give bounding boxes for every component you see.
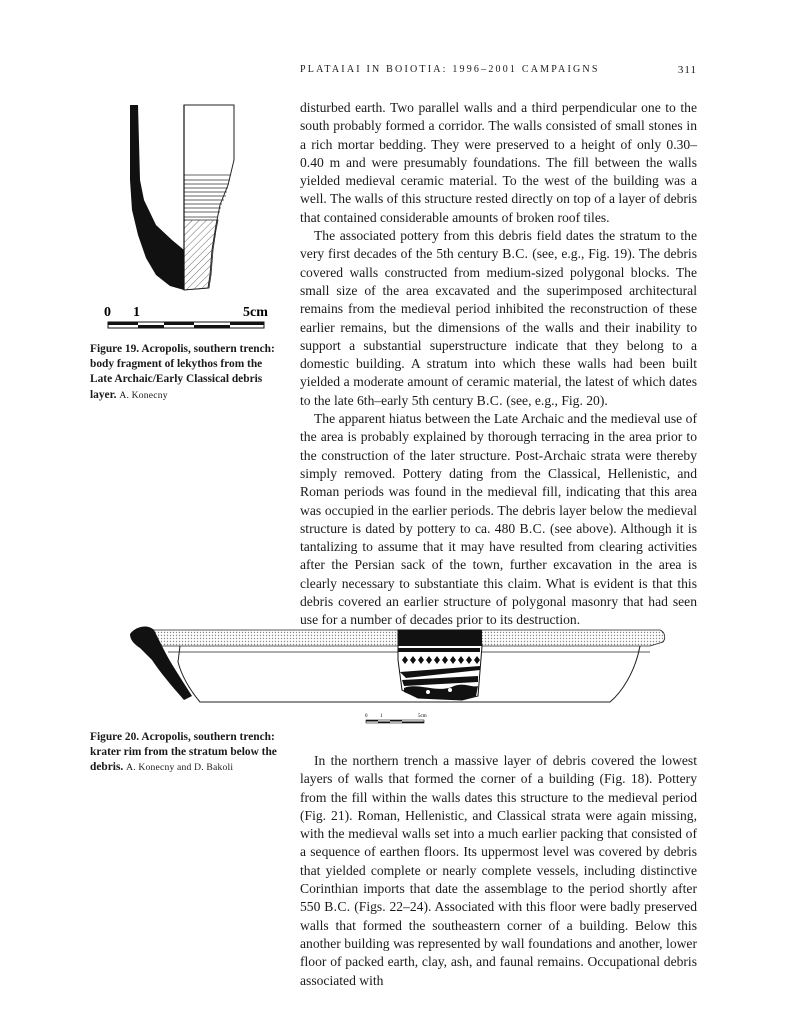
- f20-scale-label-1: 1: [380, 714, 383, 719]
- figure-20-scale-bar: [360, 710, 440, 730]
- f20-scale-label-0: 0: [365, 714, 368, 719]
- paragraph-2: The associated pottery from this debris field dates the stratum to the very first decades of the 5th century B.C. (see, e.g., Fig. 19). The debris covered walls constructed from medium-sized polygonal blocks. The small size of the area excavated and the superimposed architectural remains from the medieval period inhibited the reconstruction of these earlier remains, but the dimensions of the walls and their inability to support a substantial superstructure indicate that they belong to a domestic building. A stratum into which these walls had been built yielded a moderate amount of ceramic material, the latest of which dates to the late 6th–early 5th century B.C. (see, e.g., Fig. 20).: [300, 228, 697, 408]
- scale-label-1: 1: [133, 305, 140, 320]
- scale-label-5cm: 5cm: [243, 305, 268, 320]
- figure-20-caption: [90, 730, 280, 776]
- paragraph-3: The apparent hiatus between the Late Archaic and the medieval use of the area is probably explained by thorough terracing in the area prior to the construction of the later structure. Post-Archaic strata were thereby simply removed. Pottery dating from the Classical, Hellenistic, and Roman periods was found in the medieval fill, indicating that this area was occupied in the earlier periods. The debris layer below the medieval structure is dated by pottery to ca. 480 B.C. (see above). Although it is tantalizing to assume that it may have resulted from clearing activities after the Persian sack of the town, further excavation in the area is clearly necessary to substantiate this claim. What is evident is that this debris covered an earlier structure of polygonal masonry that had seen use for a number of decades prior to its destruction.: [300, 411, 697, 628]
- figure-19-credit: A. Konecny: [119, 389, 168, 401]
- figure-19-caption: [90, 342, 280, 403]
- figure-19-caption-text: Figure 19. Acropolis, southern trench: body fragment of lekythos from the Late Archaic/Early Classical debris layer.: [90, 343, 275, 401]
- lekythos-section: [130, 105, 184, 290]
- running-title: PLATAIAI IN BOIOTIA: 1996–2001 CAMPAIGNS: [300, 64, 600, 75]
- body-text-upper: [300, 99, 697, 630]
- scale-label-0: 0: [104, 305, 111, 320]
- paragraph-1: disturbed earth. Two parallel walls and a third perpendicular one to the south probably formed a corridor. The walls consisted of small stones in a rich mortar bedding. They were preserved to a height of only 0.30–0.40 m and were presumably foundations. The fill between the walls yielded medieval ceramic material. To the west of the building was a well. The walls of this structure rested directly on top of a layer of debris that contained considerable amounts of broken roof tiles.: [300, 100, 697, 225]
- f20-scale-label-5cm: 5cm: [418, 714, 427, 719]
- figure-19-scale-bar: [100, 300, 275, 335]
- figure-20-drawing: [130, 622, 670, 712]
- running-header: [300, 64, 697, 80]
- page-number: 311: [677, 64, 697, 76]
- body-text-lower: [300, 752, 697, 990]
- krater-fragment: [398, 630, 482, 700]
- figure-20-credit: A. Konecny and D. Bakoli: [126, 762, 234, 774]
- paragraph-4: In the northern trench a massive layer of debris covered the lowest layers of walls that formed the corner of a building (Fig. 18). Pottery from the fill within the walls dates this structure to the medieval period (Fig. 21). Roman, Hellenistic, and Classical strata were again missing, with the medieval walls set into a much earlier packing that consisted of a sequence of earthen floors. Its uppermost level was covered by debris that yielded complete or nearly complete vessels, including distinctive Corinthian imports that date the assemblage to the period shortly after 550 B.C. (Figs. 22–24). Associated with this floor were badly preserved walls that formed the southeastern corner of a building. Below this another building was represented by wall foundations and another, lower floor of packed earth, clay, ash, and faunal remains. Occupational debris associated with: [300, 753, 698, 988]
- figure-20-caption-text: Figure 20. Acropolis, southern trench: krater rim from the stratum below the debris.: [90, 731, 277, 774]
